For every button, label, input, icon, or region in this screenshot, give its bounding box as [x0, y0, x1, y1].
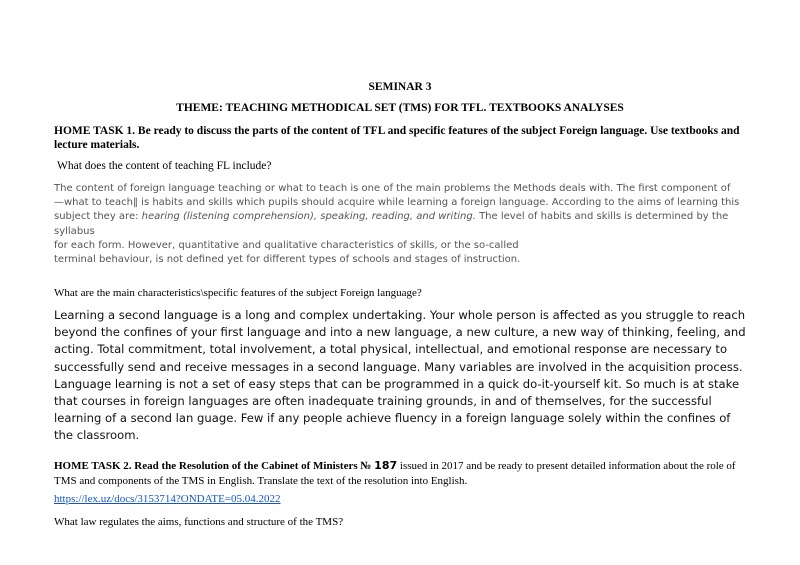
question-characteristics: What are the main characteristics\specific features of the subject Foreign language?: [54, 287, 422, 299]
theme-title: THEME: TEACHING METHODICAL SET (TMS) FOR TFL. TEXTBOOKS ANALYSES: [176, 102, 624, 114]
question-content-of-teaching: What does the content of teaching FL include?: [57, 160, 272, 172]
home-task-2-rest: issued in 2017 and be ready to present detailed information about the role of TMS and components of the TMS in English. Translate the text of the resolution into English.: [54, 460, 736, 487]
answer1-line3-start: subject they are:: [54, 211, 142, 223]
answer1-line: for each form. However, quantitative and qualitative characteristics of skills, or the so-called: [54, 239, 519, 251]
resolution-link[interactable]: https://lex.uz/docs/3153714?ONDATE=05.04.2022: [54, 493, 281, 505]
seminar-title: SEMINAR 3: [368, 81, 432, 93]
answer1-line3-end: The level of habits and skills is determined by the syllabus: [54, 211, 729, 237]
question-law: What law regulates the aims, functions and structure of the TMS?: [54, 516, 344, 528]
answer-characteristics: Learning a second language is a long and complex undertaking. Your whole person is affected as you struggle to reach beyond the confines of your first language and into a new language, a new culture, a new way of thinking, feeling, and acting. Total commitment, total involvement, a total physical, intellectual, and emotional response are necessary to successfully send and receive messages in a second language. Many variables are involved in the acquisition process. Language learning is not a set of easy steps that can be programmed in a quick do-it-yourself kit. So much is at stake that courses in foreign languages are often inadequate training grounds, in and of themselves, for the successful learning of a second lan guage. Few if any people achieve fluency in a foreign language solely within the confines of the classroom.: [54, 308, 746, 443]
answer1-line: —what to teach‖ is habits and skills which pupils should acquire while learning a foreign language. According to the aims of learning this: [54, 197, 740, 209]
answer1-line: The content of foreign language teaching or what to teach is one of the main problems the Methods deals with. The first component of: [54, 183, 731, 194]
answer1-line: terminal behaviour, is not defined yet for different types of schools and stages of instruction.: [54, 254, 521, 266]
skills-list-italic: hearing (listening comprehension), speaking, reading, and writing.: [141, 211, 476, 223]
home-task-2-heading: [54, 458, 746, 489]
answer-content-of-teaching: [54, 182, 746, 267]
resolution-number: 187: [374, 459, 398, 472]
home-task-1-heading: HOME TASK 1. Be ready to discuss the parts of the content of TFL and specific features of the subject Foreign language. Use textbooks and lecture materials.: [54, 125, 740, 151]
answer1-line: [54, 210, 746, 238]
home-task-2-bold: HOME TASK 2. Read the Resolution of the Cabinet of Ministers №: [54, 460, 375, 472]
